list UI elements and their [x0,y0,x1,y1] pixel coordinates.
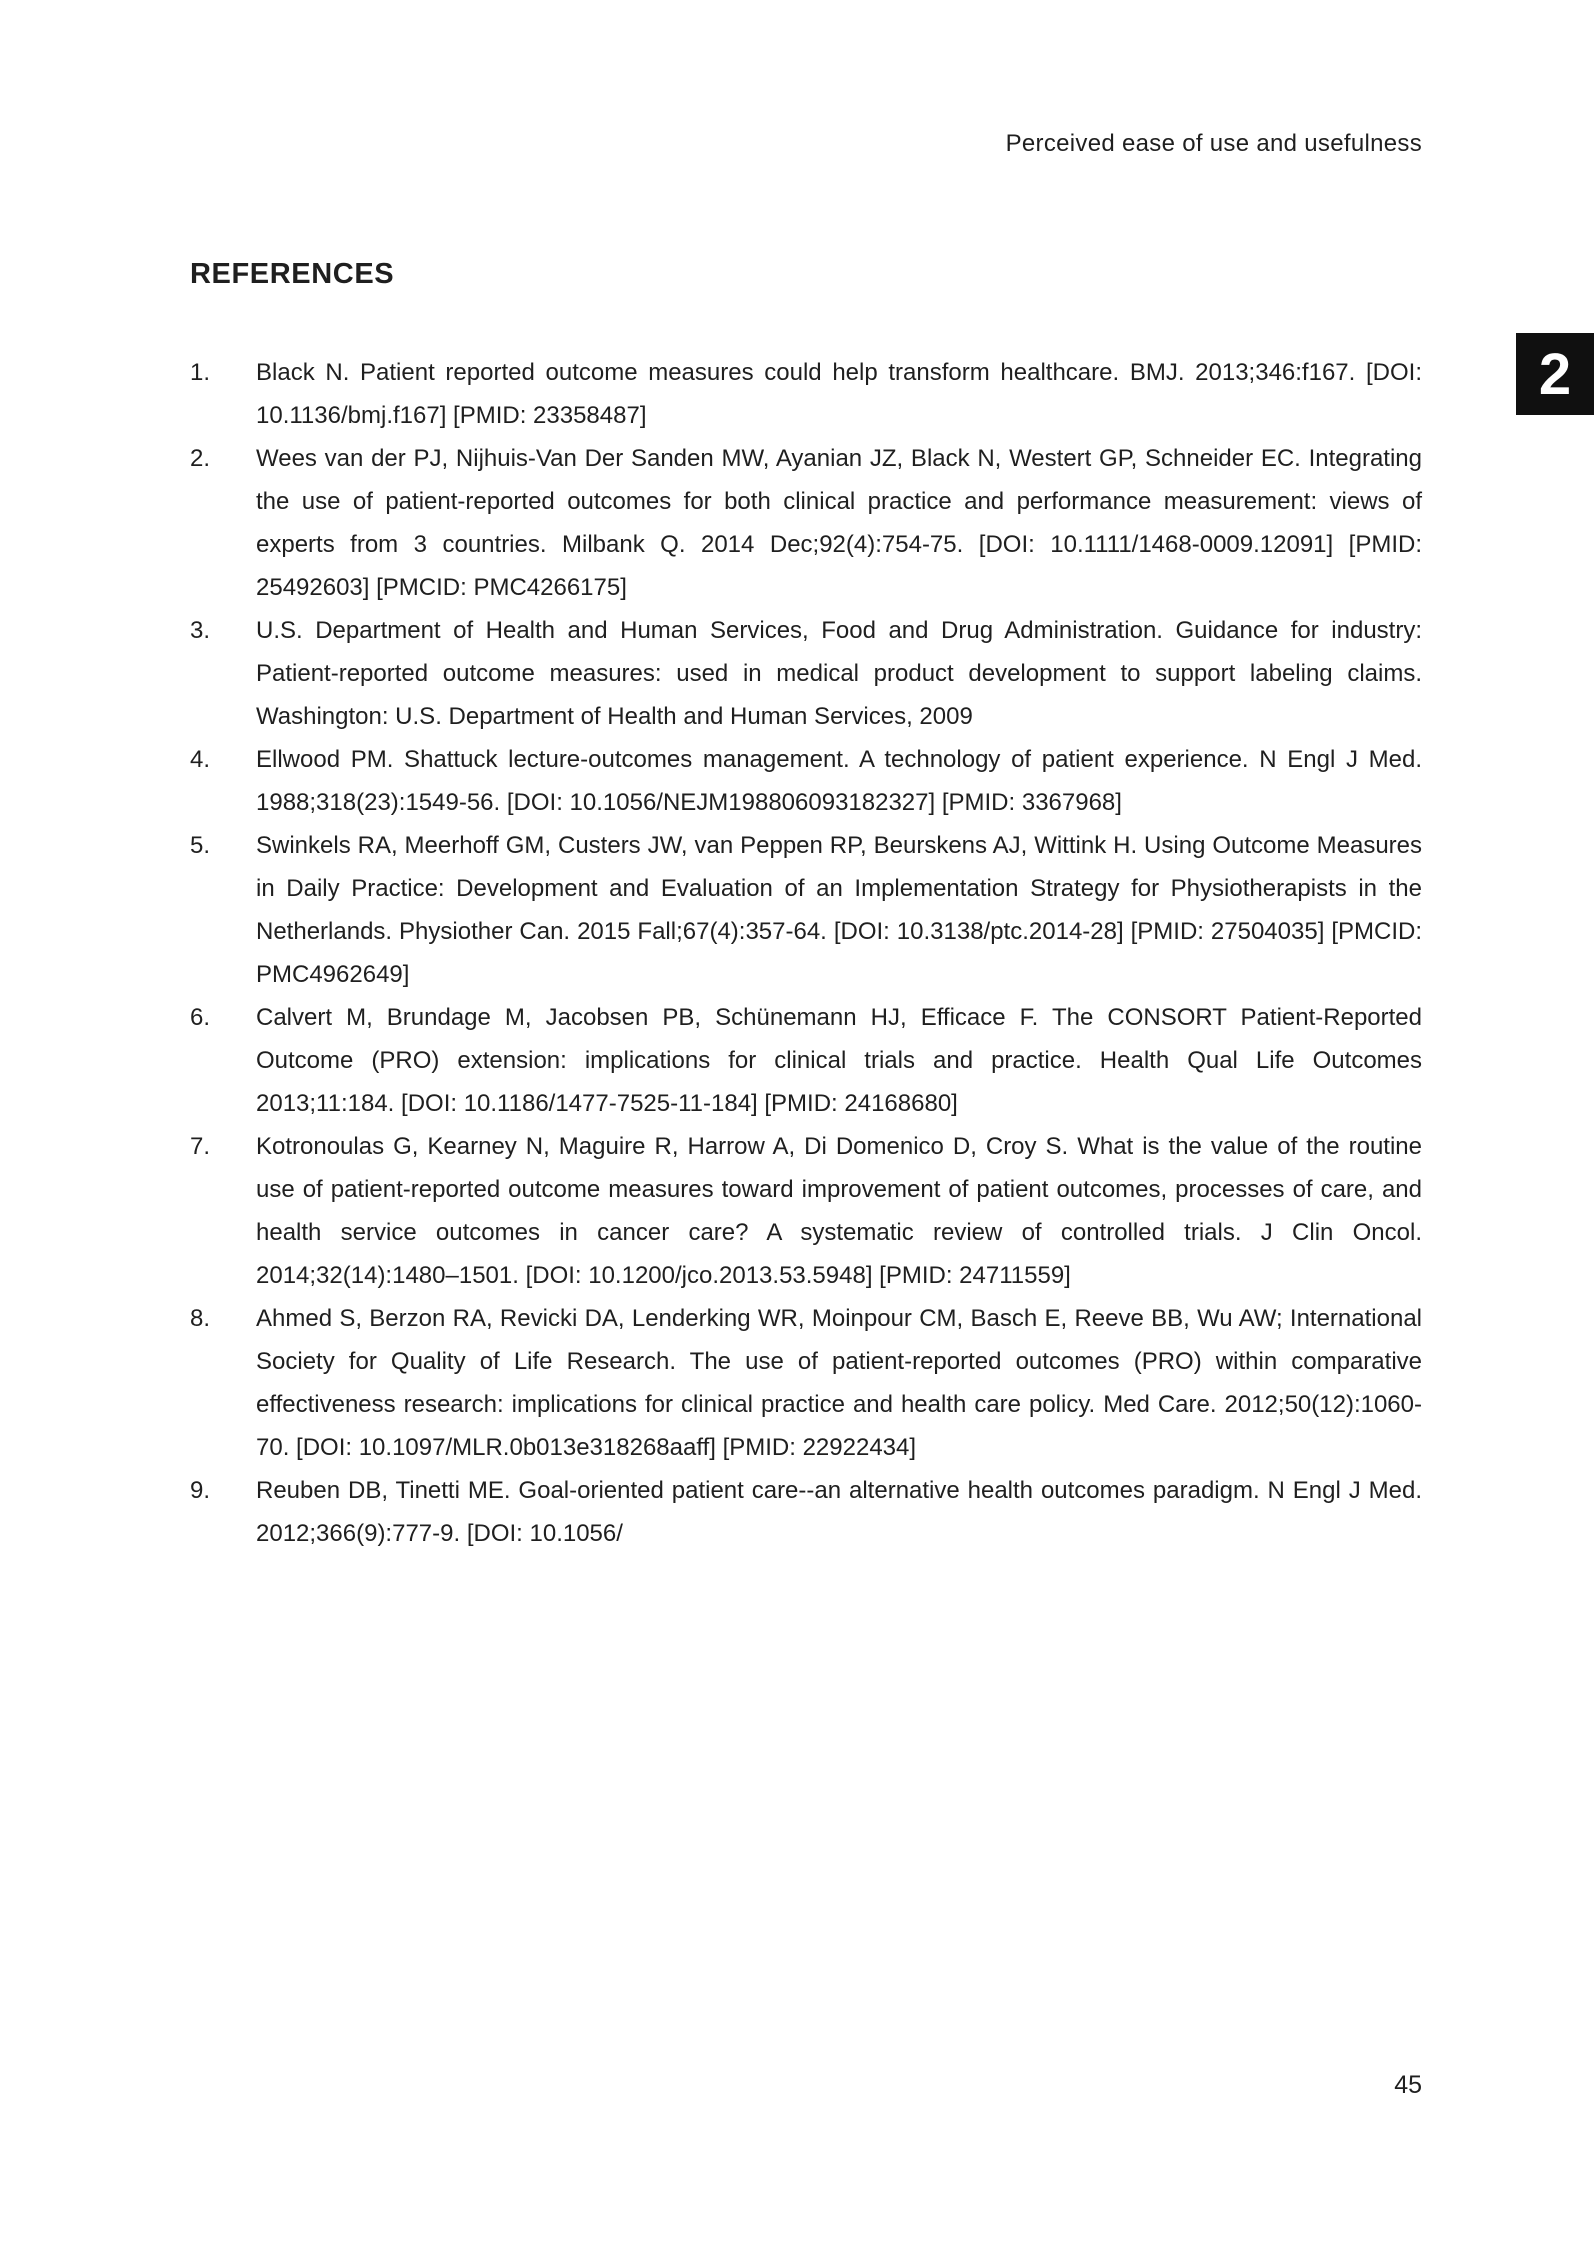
reference-text: Swinkels RA, Meerhoff GM, Custers JW, van Peppen RP, Beurskens AJ, Wittink H. Using Outcome Measures in Daily Practice: Development and Evaluation of an Implementation Strategy for Physiotherapists in the Netherlands. Physiother Can. 2015 Fall;67(4):357-64. [DOI: 10.3138/ptc.2014-28] [PMID: 27504035] [PMCID: PMC4962649] [256,832,1422,988]
reference-text: Wees van der PJ, Nijhuis-Van Der Sanden MW, Ayanian JZ, Black N, Westert GP, Schneider EC. Integrating the use of patient-reported outcomes for both clinical practice and performance measurement: views of experts from 3 countries. Milbank Q. 2014 Dec;92(4):754-75. [DOI: 10.1111/1468-0009.12091] [PMID: 25492603] [PMCID: PMC4266175] [256,445,1422,601]
reference-item [190,351,1422,437]
reference-text: U.S. Department of Health and Human Services, Food and Drug Administration. Guidance for industry: Patient-reported outcome measures: used in medical product development to support labeling claims. Washington: U.S. Department of Health and Human Services, 2009 [256,617,1422,730]
reference-item [190,1297,1422,1469]
reference-number: 7. [190,1133,211,1160]
reference-number: 9. [190,1477,211,1504]
section-title: REFERENCES [190,258,395,290]
reference-number: 8. [190,1305,211,1332]
reference-text: Reuben DB, Tinetti ME. Goal-oriented patient care--an alternative health outcomes paradigm. N Engl J Med. 2012;366(9):777-9. [DOI: 10.1056/ [256,1477,1422,1547]
reference-item [190,609,1422,738]
reference-text: Ahmed S, Berzon RA, Revicki DA, Lenderking WR, Moinpour CM, Basch E, Reeve BB, Wu AW; International Society for Quality of Life Research. The use of patient-reported outcomes (PRO) within comparative effectiveness research: implications for clinical practice and health care policy. Med Care. 2012;50(12):1060-70. [DOI: 10.1097/MLR.0b013e318268aaff] [PMID: 22922434] [256,1305,1422,1461]
reference-item [190,1469,1422,1555]
reference-item [190,996,1422,1125]
chapter-number-tab: 2 [1516,333,1594,415]
reference-number: 1. [190,359,211,386]
reference-item [190,824,1422,996]
reference-item [190,1125,1422,1297]
reference-text: Kotronoulas G, Kearney N, Maguire R, Harrow A, Di Domenico D, Croy S. What is the value of the routine use of patient-reported outcome measures toward improvement of patient outcomes, processes of care, and health service outcomes in cancer care? A systematic review of controlled trials. J Clin Oncol. 2014;32(14):1480–1501. [DOI: 10.1200/jco.2013.53.5948] [PMID: 24711559] [256,1133,1422,1289]
references-section [190,258,1422,1555]
reference-text: Ellwood PM. Shattuck lecture-outcomes management. A technology of patient experience. N Engl J Med. 1988;318(23):1549-56. [DOI: 10.1056/NEJM198806093182327] [PMID: 3367968] [256,746,1422,816]
reference-number: 5. [190,832,211,859]
reference-number: 6. [190,1004,211,1031]
reference-number: 4. [190,746,211,773]
reference-number: 3. [190,617,211,644]
reference-list [190,351,1422,1555]
reference-text: Black N. Patient reported outcome measures could help transform healthcare. BMJ. 2013;346:f167. [DOI: 10.1136/bmj.f167] [PMID: 23358487] [256,359,1422,429]
reference-item [190,437,1422,609]
running-header: Perceived ease of use and usefulness [1005,130,1422,157]
reference-item [190,738,1422,824]
page-number: 45 [1394,2071,1422,2099]
reference-text: Calvert M, Brundage M, Jacobsen PB, Schünemann HJ, Efficace F. The CONSORT Patient-Reported Outcome (PRO) extension: implications for clinical trials and practice. Health Qual Life Outcomes 2013;11:184. [DOI: 10.1186/1477-7525-11-184] [PMID: 24168680] [256,1004,1422,1117]
reference-number: 2. [190,445,211,472]
